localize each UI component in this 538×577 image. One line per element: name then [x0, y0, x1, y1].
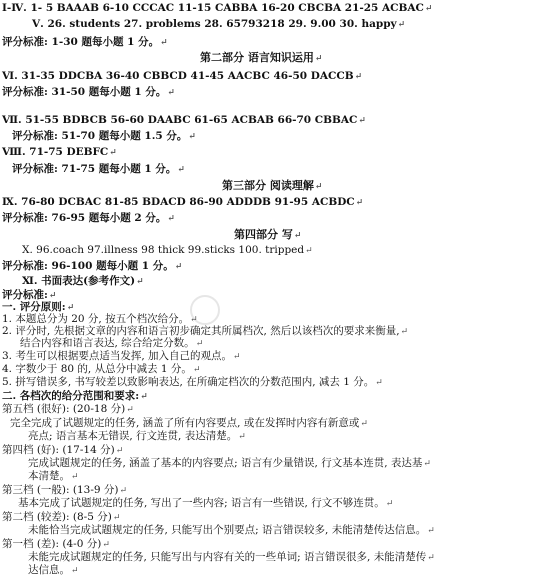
paragraph-mark-icon: ↵ — [424, 4, 433, 14]
paragraph-mark-icon: ↵ — [427, 526, 435, 536]
paragraph-mark-icon: ↵ — [190, 315, 198, 325]
line-text: 1. 本题总分为 20 分, 按五个档次给分。 — [2, 313, 190, 325]
text-line — [28, 457, 431, 470]
text-line — [2, 212, 175, 225]
line-text: 4. 字数少于 80 的, 从总分中减去 1 分。 — [2, 363, 192, 375]
text-line — [2, 36, 168, 49]
line-text: 第四档 (好): (17-14 分) — [2, 444, 115, 456]
paragraph-mark-icon: ↵ — [126, 405, 134, 415]
text-line — [2, 2, 432, 15]
paragraph-mark-icon: ↵ — [385, 499, 394, 509]
line-text: Ⅹ. 96.coach 97.illness 98 thick 99.sticks 100. tripped — [22, 244, 305, 256]
paragraph-mark-icon: ↵ — [140, 392, 148, 402]
line-text: Ⅴ. 26. students 27. problems 28. 65793218 29. 9.00 30. happy — [32, 18, 397, 30]
line-text: Ⅸ. 76-80 DCBAC 81-85 BDACD 86-90 ADDDB 91-95 ACBDC — [2, 196, 355, 208]
line-text: 完全完成了试题规定的任务, 涵盖了所有内容要点, 或在发挥时内容有新意或 — [10, 417, 360, 429]
text-line — [2, 538, 110, 551]
line-text: 第五档 (很好): (20-18 分) — [2, 403, 126, 415]
line-text: Ⅷ. 71-75 DEBFC — [2, 146, 109, 158]
line-text: 基本完成了试题规定的任务, 写出了一些内容; 语言有一些错误, 行文不够连贯。 — [18, 497, 385, 509]
text-line — [28, 524, 435, 537]
line-text: 第四部分 写 — [234, 228, 293, 241]
text-line — [22, 275, 144, 288]
text-line — [2, 444, 123, 457]
text-line — [2, 511, 120, 524]
paragraph-mark-icon: ↵ — [314, 54, 323, 64]
text-line — [2, 390, 148, 403]
line-text: 2. 评分时, 先根据文章的内容和语言初步确定其所属档次, 然后以该档次的要求来衡量, — [2, 325, 400, 337]
line-text: 完成试题规定的任务, 涵盖了基本的内容要点; 语言有少量错误, 行文基本连贯, 表达基 — [28, 457, 423, 469]
paragraph-mark-icon: ↵ — [174, 262, 183, 272]
paragraph-mark-icon: ↵ — [355, 198, 364, 208]
watermark-seal-icon — [190, 295, 220, 325]
line-text: 5. 拼写错误多, 书写较差以致影响表达, 在所确定档次的分数范围内, 减去 1 分。 — [2, 376, 375, 388]
paragraph-mark-icon: ↵ — [314, 182, 323, 192]
line-text: 评分标准: 96-100 题每小题 1 分。 — [2, 260, 174, 272]
paragraph-mark-icon: ↵ — [160, 38, 168, 48]
text-line — [32, 18, 405, 31]
paragraph-mark-icon: ↵ — [177, 165, 185, 175]
line-text: 评分标准: 76-95 题每小题 2 分。 — [2, 212, 167, 224]
text-line — [222, 180, 322, 193]
paragraph-mark-icon: ↵ — [238, 432, 246, 442]
paragraph-mark-icon: ↵ — [354, 72, 363, 82]
text-line — [2, 350, 241, 363]
line-text: 本清楚。 — [28, 470, 70, 482]
text-line — [200, 52, 322, 65]
line-text: 第三档 (一般): (13-9 分) — [2, 484, 119, 496]
paragraph-mark-icon: ↵ — [167, 214, 175, 224]
paragraph-mark-icon: ↵ — [293, 231, 302, 241]
line-text: 达信息。 — [28, 564, 70, 576]
text-line — [28, 470, 79, 483]
paragraph-mark-icon: ↵ — [233, 352, 241, 362]
text-line — [2, 86, 175, 99]
text-line — [2, 260, 182, 273]
text-line — [18, 497, 393, 510]
paragraph-mark-icon: ↵ — [136, 277, 144, 287]
paragraph-mark-icon: ↵ — [195, 339, 204, 349]
line-text: 第二部分 语言知识运用 — [200, 51, 314, 64]
paragraph-mark-icon: ↵ — [102, 540, 110, 550]
text-line — [2, 376, 383, 389]
paragraph-mark-icon: ↵ — [112, 513, 121, 523]
text-line — [20, 337, 203, 350]
line-text: 第三部分 阅读理解 — [222, 179, 314, 192]
paragraph-mark-icon: ↵ — [397, 20, 406, 30]
text-line — [22, 244, 313, 257]
text-line — [2, 146, 117, 159]
text-line — [28, 551, 435, 564]
text-line — [10, 417, 368, 430]
watermark-logo — [190, 285, 360, 345]
line-text: 评分标准: 71-75 题每小题 1 分。 — [12, 163, 177, 175]
line-text: 亮点; 语言基本无错误, 行文连贯, 表达清楚。 — [28, 430, 238, 442]
paragraph-mark-icon: ↵ — [188, 132, 196, 142]
text-line — [234, 229, 301, 242]
text-line — [2, 114, 366, 127]
text-line — [12, 130, 196, 143]
paragraph-mark-icon: ↵ — [192, 365, 201, 375]
text-line — [2, 403, 134, 416]
line-text: 3. 考生可以根据要点适当发挥, 加入自己的观点。 — [2, 350, 233, 362]
line-text: 评分标准: 1-30 题每小题 1 分。 — [2, 36, 160, 48]
line-text: 一. 评分原则: — [2, 301, 66, 313]
line-text: 结合内容和语言表达, 综合给定分数。 — [20, 337, 195, 349]
paragraph-mark-icon: ↵ — [115, 446, 124, 456]
paragraph-mark-icon: ↵ — [71, 566, 79, 576]
paragraph-mark-icon: ↵ — [375, 378, 383, 388]
line-text: 评分标准: 51-70 题每小题 1.5 分。 — [12, 130, 188, 142]
paragraph-mark-icon: ↵ — [400, 327, 409, 337]
paragraph-mark-icon: ↵ — [109, 148, 117, 158]
paragraph-mark-icon: ↵ — [360, 419, 368, 429]
line-text: Ⅶ. 51-55 BDBCB 56-60 DAABC 61-65 ACBAB 66-70 CBBAC — [2, 114, 358, 126]
line-text: 第二档 (较差): (8-5 分) — [2, 511, 112, 523]
text-line — [12, 163, 185, 176]
line-text: Ⅰ-Ⅳ. 1- 5 BAAAB 6-10 CCCAC 11-15 CABBA 16-20 CBCBA 21-25 ACBAC — [2, 2, 424, 14]
paragraph-mark-icon: ↵ — [358, 116, 366, 126]
line-text: 评分标准: 31-50 题每小题 1 分。 — [2, 86, 167, 98]
text-line — [28, 430, 246, 443]
paragraph-mark-icon: ↵ — [66, 303, 75, 313]
line-text: 二. 各档次的给分范围和要求: — [2, 390, 140, 402]
paragraph-mark-icon: ↵ — [305, 246, 313, 256]
paragraph-mark-icon: ↵ — [423, 459, 431, 469]
paragraph-mark-icon: ↵ — [71, 472, 79, 482]
paragraph-mark-icon: ↵ — [167, 88, 175, 98]
text-line — [2, 363, 200, 376]
paragraph-mark-icon: ↵ — [427, 553, 435, 563]
line-text: 未能完成试题规定的任务, 只能写出与内容有关的一些单词; 语言错误很多, 未能清楚传 — [28, 551, 427, 563]
paragraph-mark-icon: ↵ — [48, 291, 57, 301]
line-text: 评分标准: — [2, 289, 48, 301]
line-text: 第一档 (差): (4-0 分) — [2, 538, 102, 550]
text-line — [28, 564, 79, 577]
text-line — [2, 484, 127, 497]
line-text: Ⅺ. 书面表达(参考作文) — [22, 275, 136, 287]
line-text: Ⅵ. 31-35 DDCBA 36-40 CBBCD 41-45 AACBC 46-50 DACCB — [2, 70, 354, 82]
text-line — [2, 196, 363, 209]
text-line — [2, 70, 362, 83]
line-text: 未能恰当完成试题规定的任务, 只能写出个别要点; 语言错误较多, 未能清楚传达信息。 — [28, 524, 427, 536]
paragraph-mark-icon: ↵ — [119, 486, 128, 496]
